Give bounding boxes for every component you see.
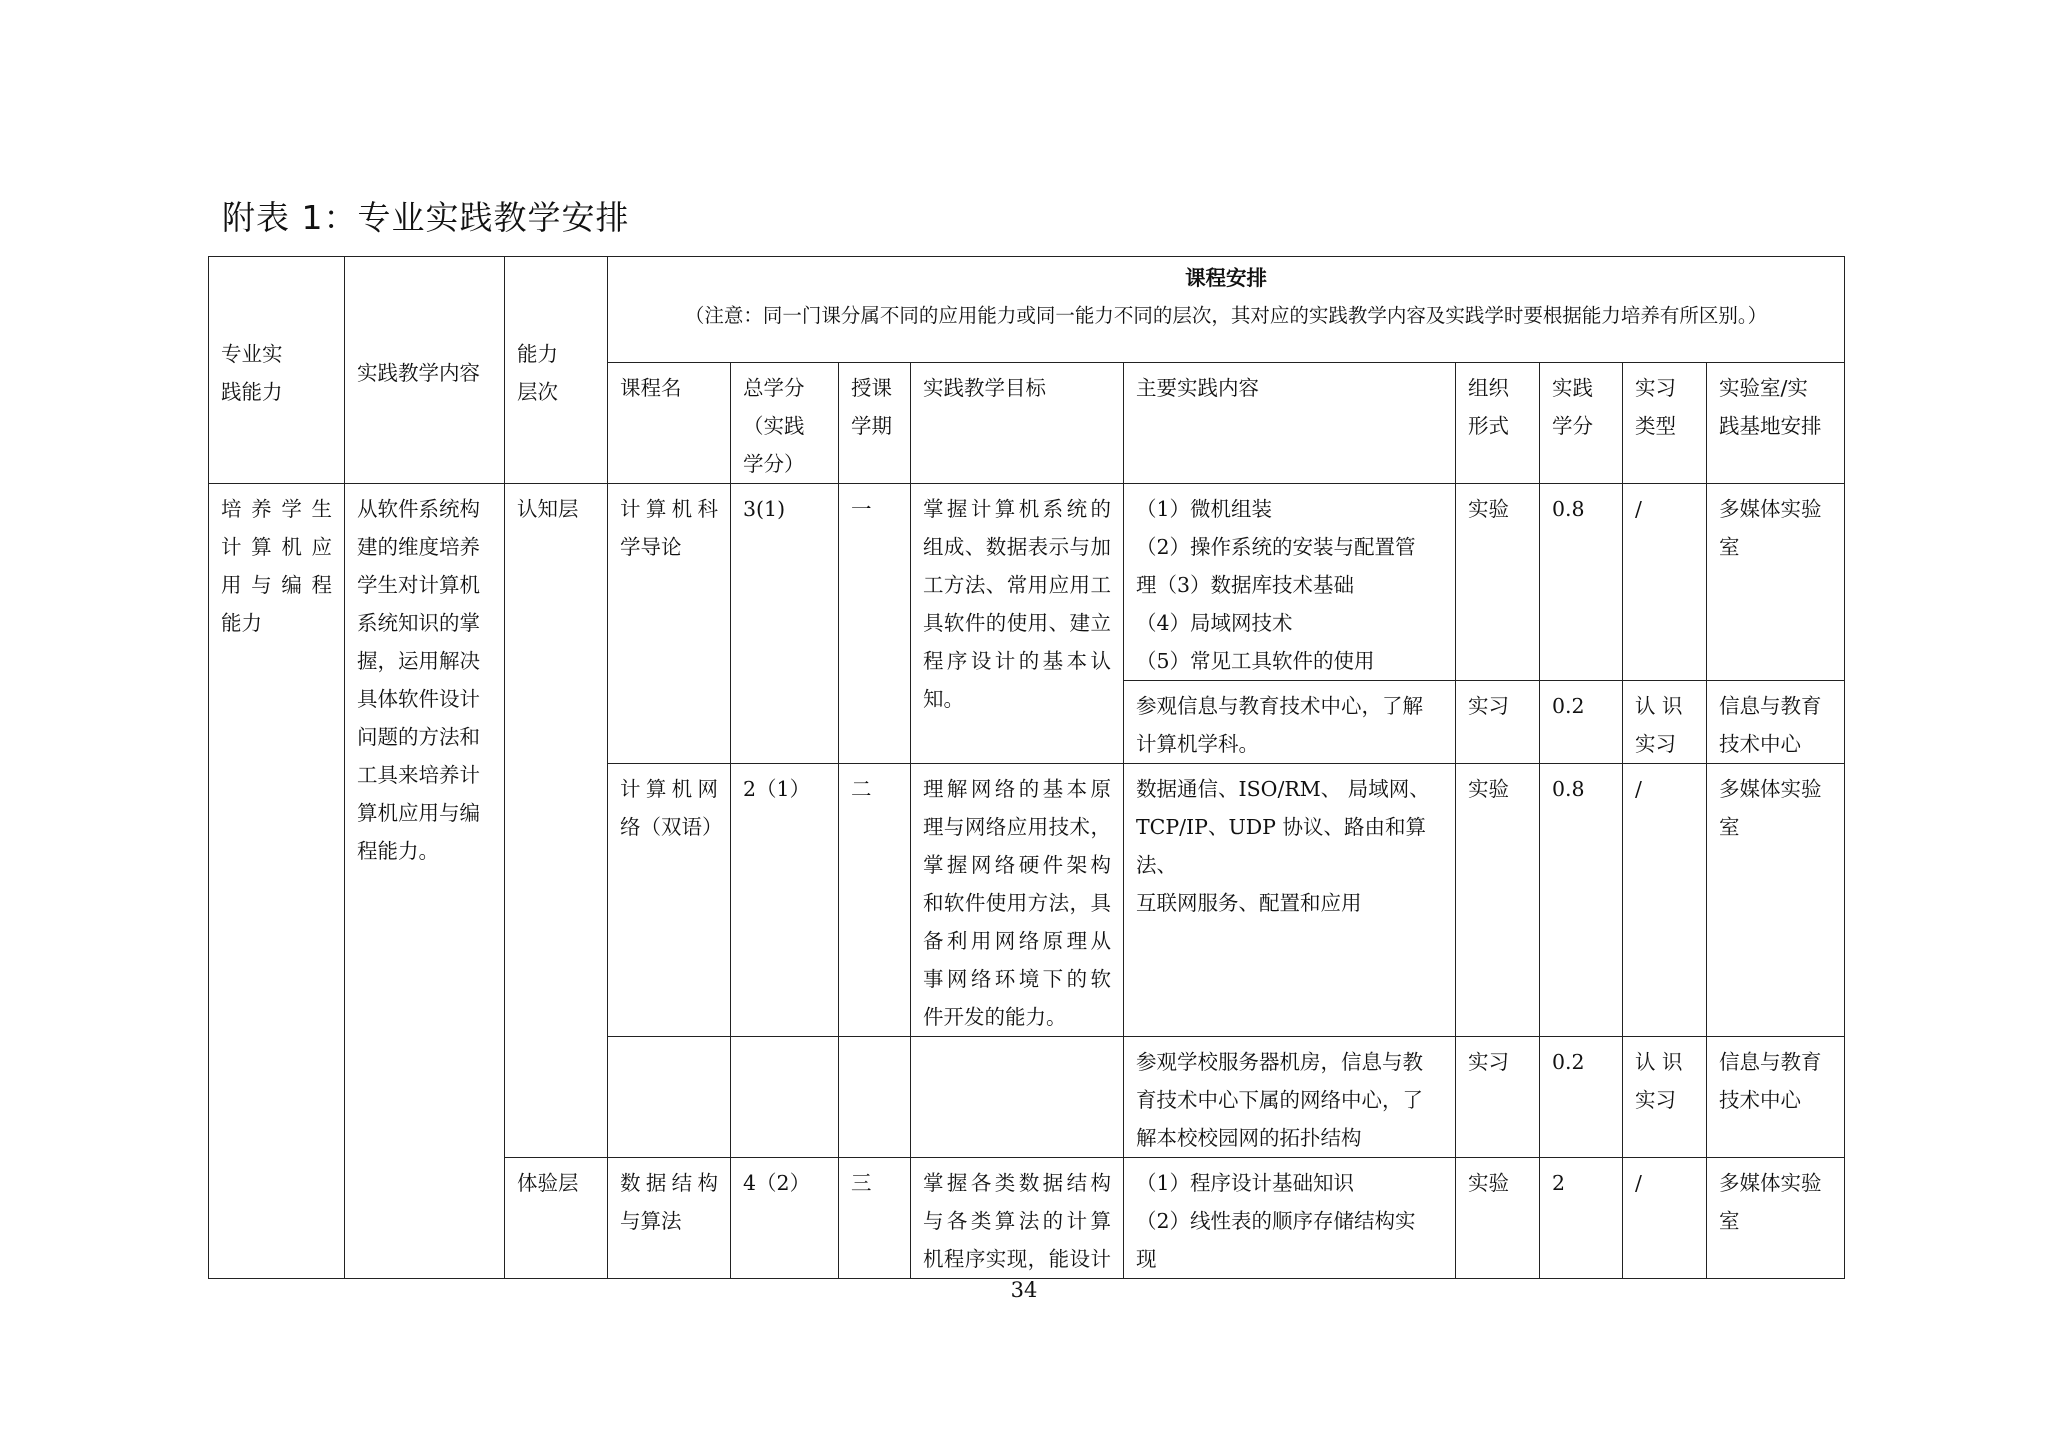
lab-cell: 多媒体实验 室	[1707, 764, 1845, 1037]
form-cell: 实习	[1456, 681, 1540, 764]
practice-credits-cell: 0.8	[1540, 764, 1623, 1037]
arrangement-title: 课程安排	[1185, 266, 1268, 290]
header-lab: 实验室/实 践基地安排	[1707, 363, 1845, 484]
goal-cell: 掌握各类数据结构 与各类算法的计算 机程序实现，能设计	[911, 1158, 1124, 1279]
page-title: 附表 1：专业实践教学安排	[222, 198, 630, 237]
course-cell: 计算机网 络（双语）	[608, 764, 731, 1037]
header-course: 课程名	[608, 363, 731, 484]
content-cell: 从软件系统构 建的维度培养 学生对计算机 系统知识的掌 握，运用解决 具体软件设计 问题的方法和 工具来培养计 算机应用与编 程能力。	[345, 484, 505, 1279]
course-cell: 数据结构 与算法	[608, 1158, 731, 1279]
intern-type-cell: 认 识 实习	[1623, 681, 1707, 764]
practice-schedule-table	[208, 256, 1845, 1279]
intern-type-cell: 认 识 实习	[1623, 1037, 1707, 1158]
lab-cell: 多媒体实验 室	[1707, 1158, 1845, 1279]
form-cell: 实习	[1456, 1037, 1540, 1158]
form-cell: 实验	[1456, 1158, 1540, 1279]
practice-credits-cell: 0.2	[1540, 681, 1623, 764]
credits-cell: 4（2）	[731, 1158, 839, 1279]
header-intern-type: 实习 类型	[1623, 363, 1707, 484]
ability-cell: 培养学生 计算机应 用与编程 能力	[209, 484, 345, 1279]
header-credits: 总学分 （实践 学分）	[731, 363, 839, 484]
main-content-cell: 数据通信、ISO/RM、 局域网、 TCP/IP、UDP 协议、路由和算法、 互联网服务、配置和应用	[1124, 764, 1456, 1037]
level-cell: 认知层	[505, 484, 608, 1158]
form-cell: 实验	[1456, 764, 1540, 1037]
header-content: 实践教学内容	[345, 257, 505, 484]
course-cell-empty	[608, 1037, 731, 1158]
header-main-content: 主要实践内容	[1124, 363, 1456, 484]
header-level: 能力 层次	[505, 257, 608, 484]
main-content-cell: 参观学校服务器机房，信息与教 育技术中心下属的网络中心，了 解本校校园网的拓扑结构	[1124, 1037, 1456, 1158]
goal-cell: 掌握计算机系统的 组成、数据表示与加 工方法、常用应用工 具软件的使用、建立 程序设计的基本认 知。	[911, 484, 1124, 764]
practice-credits-cell: 2	[1540, 1158, 1623, 1279]
term-cell-empty	[839, 1037, 911, 1158]
form-cell: 实验	[1456, 484, 1540, 681]
arrangement-note: （注意：同一门课分属不同的应用能力或同一能力不同的层次，其对应的实践教学内容及实践学时要根据能力培养有所区别。）	[684, 304, 1768, 327]
goal-cell-empty	[911, 1037, 1124, 1158]
intern-type-cell: /	[1623, 484, 1707, 681]
lab-cell: 多媒体实验 室	[1707, 484, 1845, 681]
header-goal: 实践教学目标	[911, 363, 1124, 484]
intern-type-cell: /	[1623, 1158, 1707, 1279]
credits-cell-empty	[731, 1037, 839, 1158]
goal-cell: 理解网络的基本原 理与网络应用技术， 掌握网络硬件架构 和软件使用方法，具 备利用网络原理从 事网络环境下的软 件开发的能力。	[911, 764, 1124, 1037]
credits-cell: 3(1)	[731, 484, 839, 764]
credits-cell: 2（1）	[731, 764, 839, 1037]
main-content-cell: 参观信息与教育技术中心，了解 计算机学科。	[1124, 681, 1456, 764]
term-cell: 三	[839, 1158, 911, 1279]
header-form: 组织 形式	[1456, 363, 1540, 484]
header-practice-credits: 实践 学分	[1540, 363, 1623, 484]
header-ability: 专业实 践能力	[209, 257, 345, 484]
page-number: 34	[1010, 1278, 1038, 1302]
practice-credits-cell: 0.2	[1540, 1037, 1623, 1158]
header-term: 授课 学期	[839, 363, 911, 484]
intern-type-cell: /	[1623, 764, 1707, 1037]
term-cell: 二	[839, 764, 911, 1037]
main-content-cell: （1）微机组装 （2）操作系统的安装与配置管 理（3）数据库技术基础 （4）局域网技术 （5）常见工具软件的使用	[1124, 484, 1456, 681]
term-cell: 一	[839, 484, 911, 764]
course-cell: 计算机科 学导论	[608, 484, 731, 764]
lab-cell: 信息与教育 技术中心	[1707, 1037, 1845, 1158]
main-content-cell: （1）程序设计基础知识 （2）线性表的顺序存储结构实 现	[1124, 1158, 1456, 1279]
lab-cell: 信息与教育 技术中心	[1707, 681, 1845, 764]
header-arrangement	[608, 257, 1845, 363]
practice-credits-cell: 0.8	[1540, 484, 1623, 681]
level-cell: 体验层	[505, 1158, 608, 1279]
